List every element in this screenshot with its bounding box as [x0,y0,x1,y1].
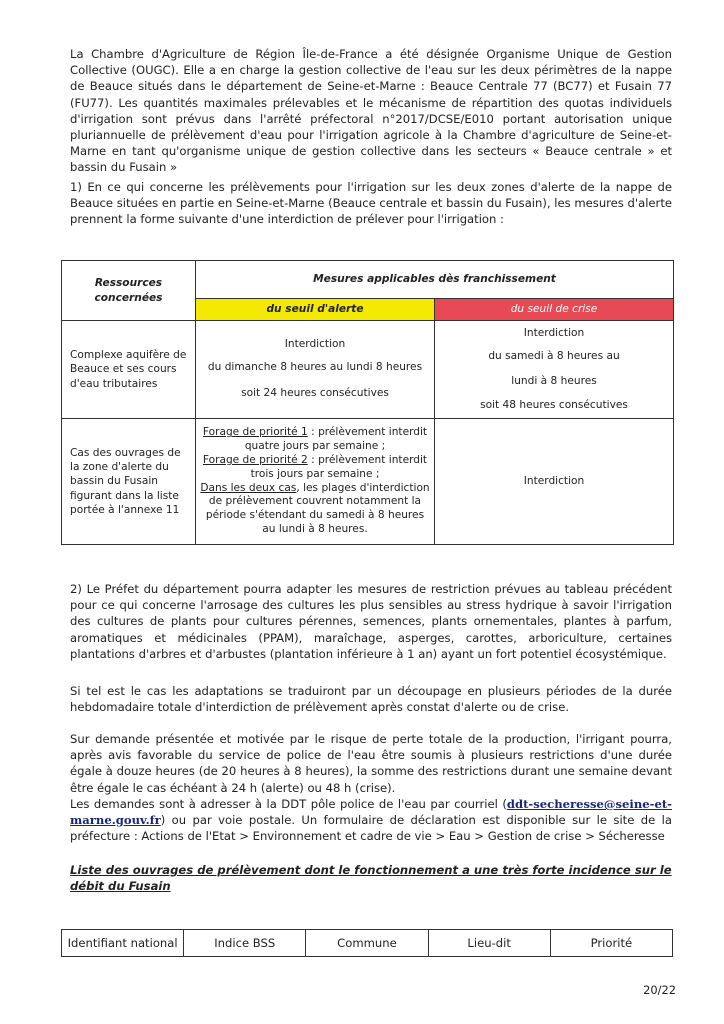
header-crisis-threshold: du seuil de crise [435,298,674,320]
email-link[interactable]: ddt-secheresse@seine-et-marne.gouv.fr [70,796,672,828]
priority-2-text: : prélèvement interdit trois jours par semaine ; [250,453,428,480]
header-resources: Ressources concernées [62,261,196,321]
priority-1-label: Forage de priorité 1 [202,426,308,439]
fusain-alert-measure [196,419,435,545]
col-priority: Priorité [550,930,672,957]
col-lieu-dit: Lieu-dit [428,930,550,957]
contact-text-start: Les demandes sont à adresser à la DDT pôle police de l'eau par courriel ( [70,796,507,811]
header-measures: Mesures applicables dès franchissement [196,261,674,299]
both-cases-text: , les plages d'interdiction de prélèvement couvrent notamment la période s'étendant du samedi à 8 heures au lundi à 8 heures. [205,481,430,535]
beauce-crisis-line-2: du samedi à 8 heures au [488,349,620,362]
both-cases-label: Dans les deux cas [200,481,297,494]
page-number: 20/22 [643,983,676,997]
works-table [61,929,673,957]
alert-measures-paragraph: 1) En ce qui concerne les prélèvements pour l'irrigation sur les deux zones d'alerte de la nappe de Beauce situées en partie en Seine-et-Marne (Beauce centrale et bassin du Fusain), les mesures d'alerte prennent la forme suivante d'une interdiction de prélever pour l'irrigation : [70,180,672,227]
adaptation-periods-paragraph: Si tel est le cas les adaptations se traduiront par un découpage en plusieurs périodes de la durée hebdomadaire totale d'interdiction de prélèvement après constat d'alerte ou de crise. [70,684,672,715]
col-bss-index: Indice BSS [184,930,306,957]
priority-1-text: : prélèvement interdit quatre jours par semaine ; [244,426,428,453]
contact-text-end: ) ou par voie postale. Un formulaire de déclaration est disponible sur le site de la préfecture : Actions de l'Etat > Environnement et cadre de vie > Eau > Gestion de crise > Sécheresse [70,813,672,844]
col-national-id: Identifiant national [62,930,184,957]
beauce-crisis-line-3: lundi à 8 heures [511,374,597,387]
resource-fusain: Cas des ouvrages de la zone d'alerte du bassin du Fusain figurant dans la liste portée à l'annexe 11 [62,419,196,545]
beauce-alert-measure [196,321,435,419]
beauce-crisis-line-1: Interdiction [523,326,585,339]
priority-2-label: Forage de priorité 2 [202,453,308,466]
prefect-adaptation-paragraph: 2) Le Préfet du département pourra adapter les mesures de restriction prévues au tableau précédent pour ce qui concerne l'arrosage des cultures les plus sensibles au stress hydrique à savoir l'irrigation des cultures de plants pour cultures pérennes, semences, plants ornementales, plantes à parfum, aromatiques et médicinales (PPAM), maraîchage, asperges, carottes, arboriculture, certaines plantations d'arbres et d'arbustes (plantation inférieure à 1 an) ayant un fort potentiel écosystémique. [70,582,672,661]
beauce-alert-line-3: soit 24 heures consécutives [241,386,389,399]
alert-measures-table [61,260,674,545]
beauce-alert-line-2: du dimanche 8 heures au lundi 8 heures [207,360,423,373]
beauce-crisis-measure [435,321,674,419]
header-alert-threshold: du seuil d'alerte [196,298,435,320]
intro-paragraph: La Chambre d'Agriculture de Région Île-de-France a été désignée Organisme Unique de Gestion Collective (OUGC). Elle a en charge la gestion collective de l'eau sur les deux périmètres de la nappe de Beauce situés dans le département de Seine-et-Marne : Beauce Centrale 77 (BC77) et Fusain 77 (FU77). Les quantités maximales prélevables et le mécanisme de répartition des quotas individuels d'irrigation sont prévus dans l'arrêté préfectoral n°2017/DCSE/E010 portant autorisation unique pluriannuelle de prélèvement d'eau pour l'irrigation agricole à la Chambre d'agriculture de Seine-et-Marne en tant qu'organisme unique de gestion collective dans les secteurs « Beauce centrale » et bassin du Fusain » [70,47,672,175]
col-commune: Commune [306,930,428,957]
works-list-title: Liste des ouvrages de prélèvement dont le fonctionnement a une très forte incidence sur le débit du Fusain [70,863,672,893]
beauce-crisis-line-4: soit 48 heures consécutives [480,398,628,411]
fusain-crisis-measure: Interdiction [435,419,674,545]
resource-beauce: Complexe aquifère de Beauce et ses cours d'eau tributaires [62,321,196,419]
request-paragraph [70,731,672,844]
beauce-alert-line-1: Interdiction [284,337,346,350]
request-text: Sur demande présentée et motivée par le risque de perte totale de la production, l'irrigant pourra, après avis favorable du service de police de l'eau être soumis à plusieurs restrictions d'une durée égale à douze heures (de 20 heures à 8 heures), la somme des restrictions durant une semaine devant être égale le cas échéant à 24 h (alerte) ou 48 h (crise). [70,732,672,795]
